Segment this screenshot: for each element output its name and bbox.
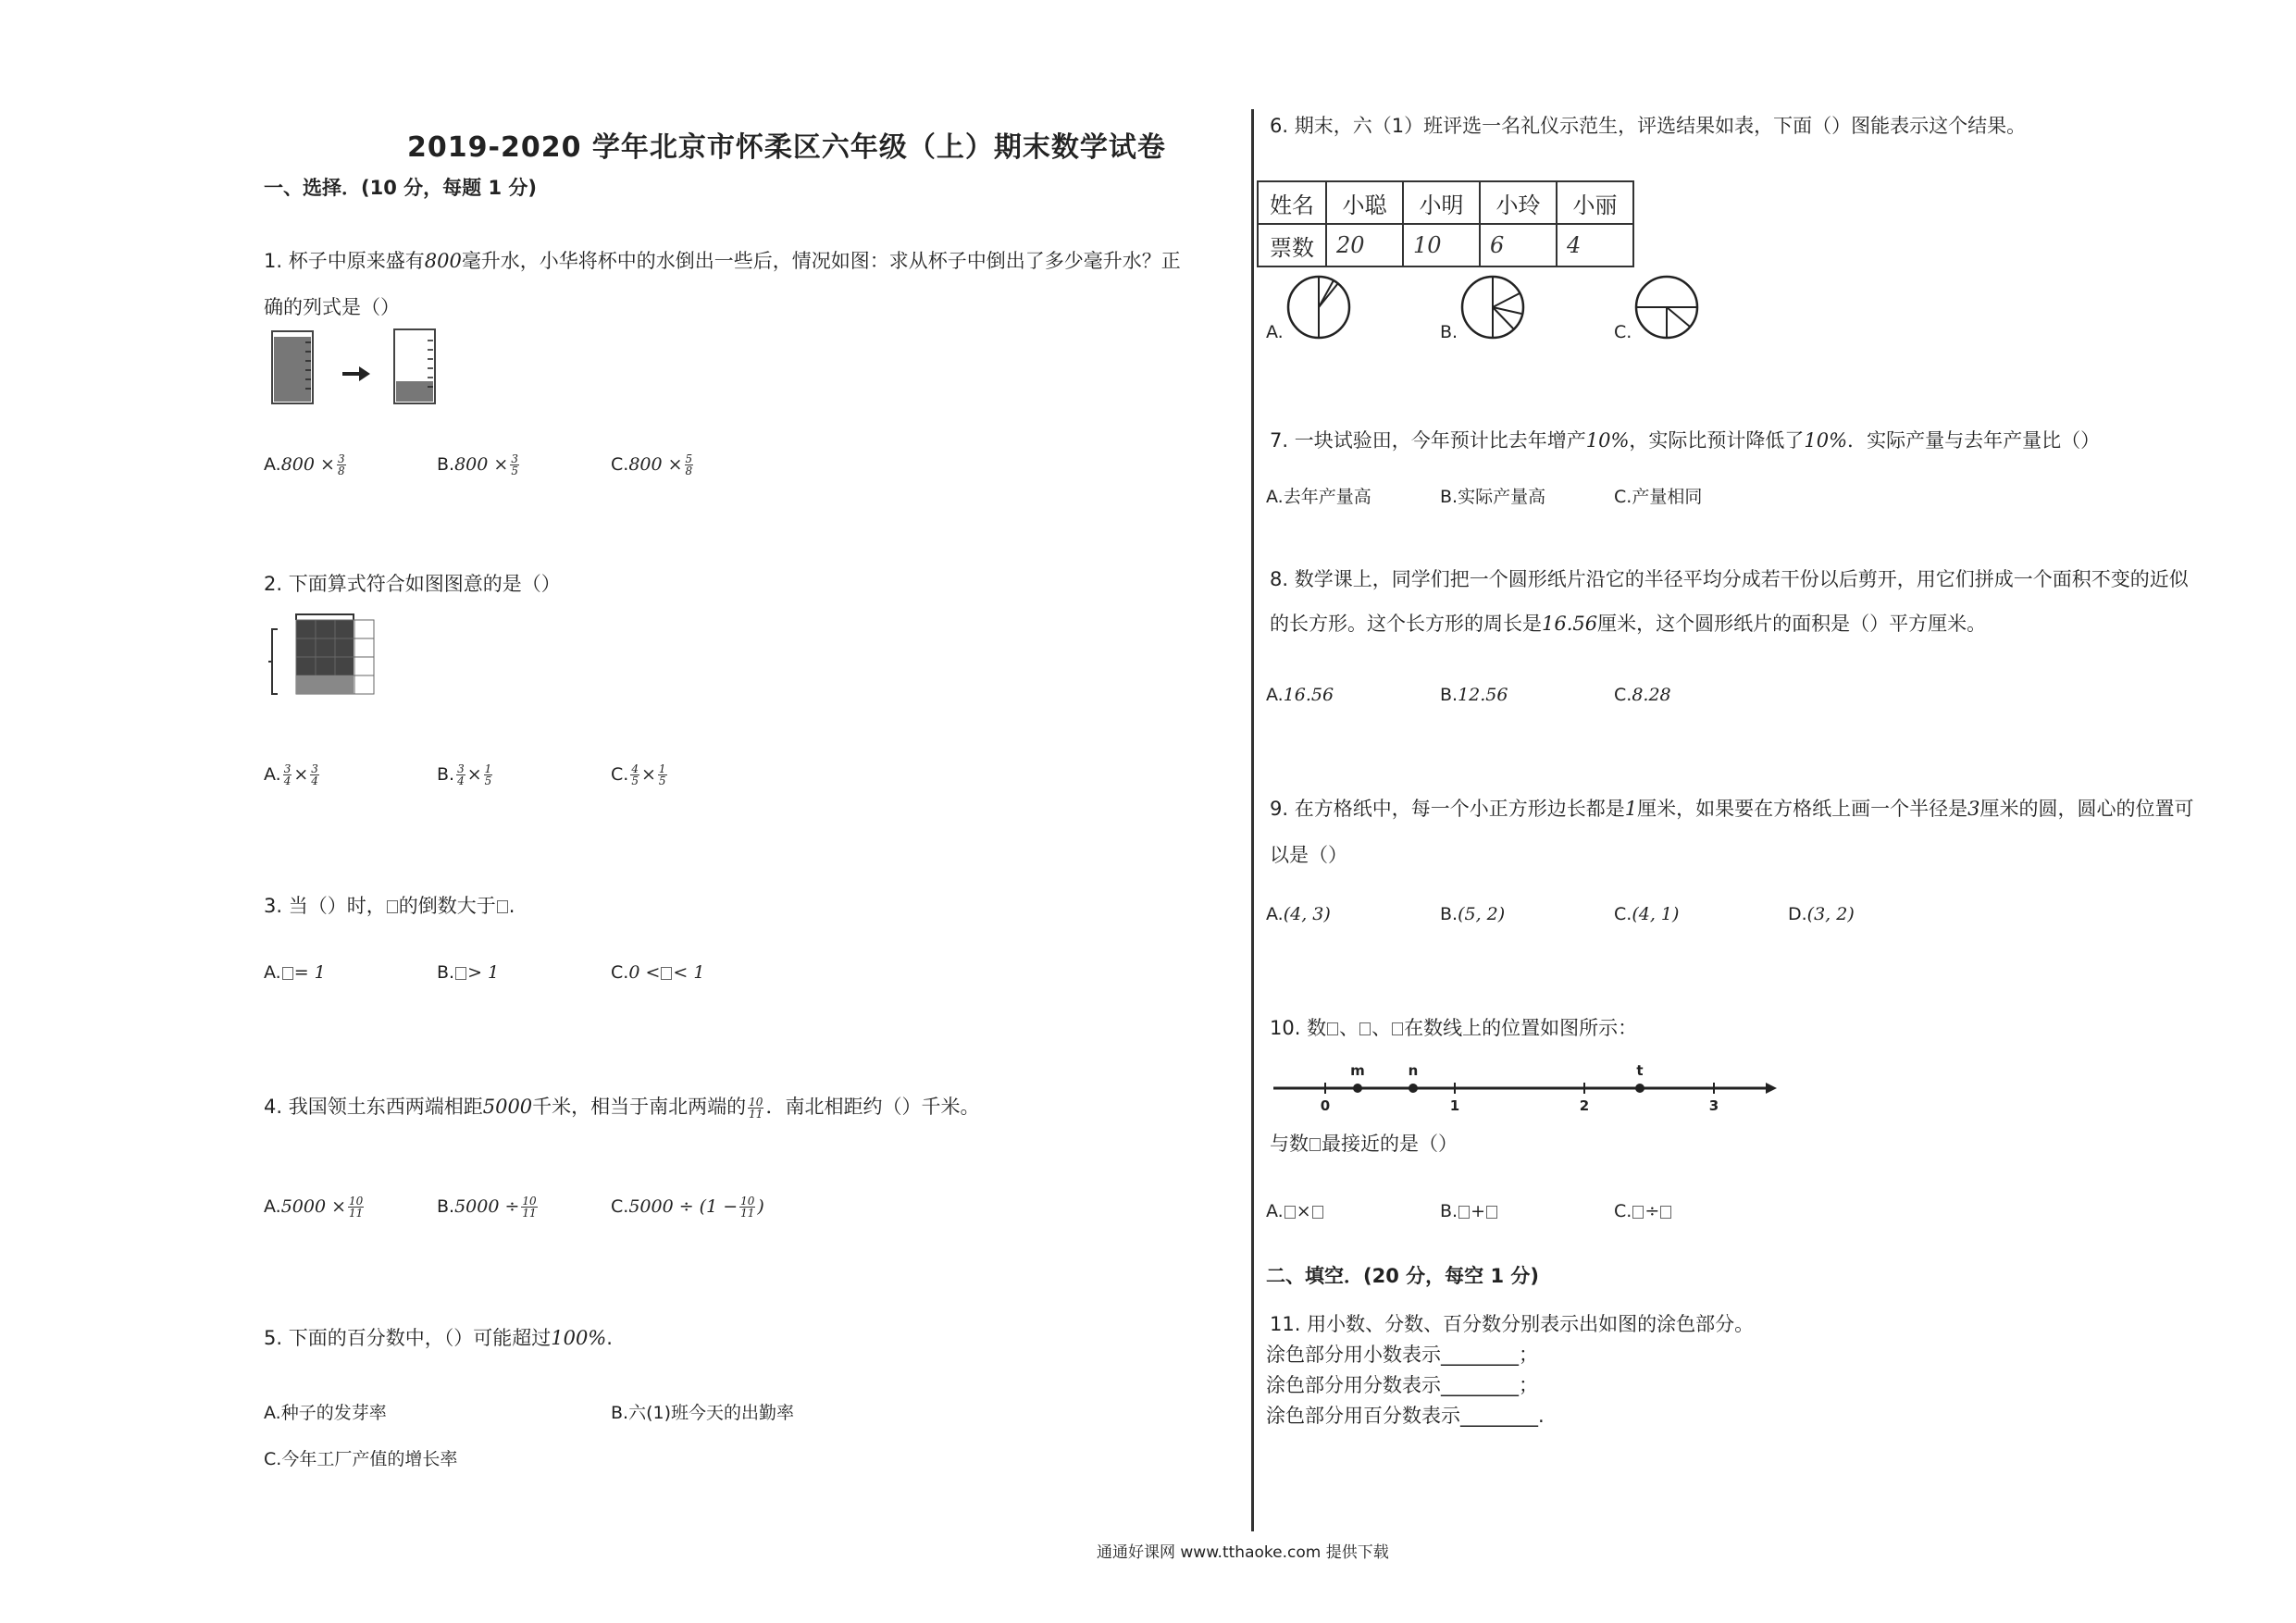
q9-text-cont2: 厘米的圆，圆心的位置可 <box>1980 798 2194 820</box>
denominator: 11 <box>349 1207 364 1220</box>
placeholder-box <box>1392 1022 1403 1035</box>
q1-option-c[interactable] <box>611 453 695 477</box>
placeholder-box <box>1309 1138 1321 1151</box>
option-label: B. <box>1440 685 1458 705</box>
pie-chart-a-icon <box>1285 273 1353 341</box>
separator: 、 <box>1339 1017 1359 1039</box>
beaker-partial-icon <box>394 329 435 403</box>
option-label: C. <box>264 1449 282 1469</box>
q3-text-end: . <box>508 895 515 917</box>
numerator: 10 <box>749 1095 763 1109</box>
option-label: B. <box>611 1403 629 1423</box>
option-label: A. <box>1266 1201 1284 1221</box>
q8-text-end: 厘米，这个圆形纸片的面积是（）平方厘米。 <box>1597 613 1987 635</box>
question-9-line2: 以是（） <box>1270 844 1347 866</box>
option-label: B. <box>437 1196 455 1217</box>
q9-option-c[interactable] <box>1614 904 1679 924</box>
section-1-heading: 一、选择．(10 分，每题 1 分) <box>264 177 537 199</box>
q8-option-b[interactable] <box>1440 685 1508 705</box>
numerator: 3 <box>511 452 518 465</box>
table-header-cell: 小丽 <box>1557 181 1633 224</box>
beaker-figure <box>268 324 444 407</box>
numerator: 3 <box>311 762 318 775</box>
q4-option-a[interactable] <box>264 1196 366 1219</box>
numerator: 1 <box>658 762 666 775</box>
placeholder-box <box>1458 1206 1470 1219</box>
q10-option-a[interactable] <box>1266 1201 1324 1221</box>
section-2-heading: 二、填空．(20 分，每空 1 分) <box>1266 1265 1539 1287</box>
fraction <box>685 453 694 477</box>
option-label: B. <box>437 962 455 983</box>
q10-text: 与数 <box>1270 1133 1309 1155</box>
q1-text-line2: 确的列式是（） <box>264 296 400 318</box>
q2-option-a[interactable] <box>264 763 321 787</box>
q9-option-b[interactable] <box>1440 904 1505 924</box>
fraction <box>456 763 465 787</box>
q3-text: 3. 当（）时， <box>264 895 386 917</box>
q7-option-c[interactable] <box>1614 483 1702 508</box>
denominator: 5 <box>658 774 666 787</box>
q7-percent: 10% <box>1804 429 1848 452</box>
question-8: 8. 数学课上，同学们把一个圆形纸片沿它的半径平均分成若干份以后剪开，用它们拼成一个面积不变的近似 <box>1270 568 2189 590</box>
q10-text: 10. 数 <box>1270 1017 1327 1039</box>
q11-blank-percent[interactable]: 涂色部分用百分数表示________. <box>1266 1405 1545 1427</box>
q1-option-a[interactable] <box>264 453 348 477</box>
option-label: B. <box>1440 904 1458 924</box>
option-label: C. <box>1614 904 1632 924</box>
fraction <box>484 763 493 787</box>
option-label: A. <box>1266 322 1284 342</box>
placeholder-box <box>1312 1206 1323 1219</box>
option-expr: 800 × <box>454 454 509 475</box>
q8-option-c[interactable] <box>1614 685 1671 705</box>
q10-option-c[interactable] <box>1614 1201 1672 1221</box>
q4-option-c[interactable] <box>611 1196 764 1219</box>
column-divider <box>1251 109 1254 1531</box>
denominator: 11 <box>740 1207 755 1220</box>
q11-blank-fraction[interactable]: 涂色部分用分数表示________； <box>1266 1374 1538 1396</box>
q3-option-c[interactable] <box>611 962 704 983</box>
q2-option-c[interactable] <box>611 763 669 787</box>
option-text: 实际产量高 <box>1458 487 1546 507</box>
q10-text-end: 最接近的是（） <box>1322 1133 1458 1155</box>
numerator: 5 <box>685 452 693 465</box>
q5-option-c[interactable] <box>264 1445 457 1470</box>
q6-option-a[interactable] <box>1266 322 1284 342</box>
option-label: A. <box>1266 904 1284 924</box>
option-label: A. <box>264 1403 281 1423</box>
numerator: 3 <box>283 762 292 775</box>
q9-option-a[interactable] <box>1266 904 1331 924</box>
fraction <box>310 763 319 787</box>
option-label: C. <box>1614 1201 1632 1221</box>
option-expr: 0 < <box>628 962 661 983</box>
tick-label: 2 <box>1579 1097 1590 1114</box>
placeholder-box <box>282 967 293 980</box>
pie-chart-b-icon <box>1458 273 1527 341</box>
q3-option-b[interactable] <box>437 962 499 983</box>
table-cell: 20 <box>1326 224 1403 266</box>
separator: 、 <box>1371 1017 1392 1039</box>
numerator: 10 <box>349 1195 364 1208</box>
q4-option-b[interactable] <box>437 1196 540 1219</box>
q9-number: 3 <box>1967 798 1980 820</box>
q7-text-end: ．实际产量与去年产量比（） <box>1847 429 2101 452</box>
question-3 <box>264 884 515 928</box>
q8-text: 的长方形。这个长方形的周长是 <box>1270 613 1542 635</box>
point-n <box>1409 1084 1418 1093</box>
option-expr: 5000 ÷ <box>454 1196 520 1217</box>
option-label: B. <box>1440 322 1458 342</box>
placeholder-box <box>1285 1206 1296 1219</box>
q5-text: 5. 下面的百分数中，（）可能超过 <box>264 1327 552 1349</box>
q10-text-cont: 在数线上的位置如图所示： <box>1404 1017 1638 1039</box>
option-value: 8.28 <box>1632 685 1671 705</box>
placeholder-box <box>1660 1206 1671 1219</box>
q9-text: 9. 在方格纸中，每一个小正方形边长都是 <box>1270 798 1625 820</box>
table-row <box>1258 224 1633 266</box>
placeholder-box <box>1359 1022 1371 1035</box>
q10-option-b[interactable] <box>1440 1201 1498 1221</box>
q4-number: 5000 <box>482 1096 533 1118</box>
beaker-full-icon <box>272 331 313 403</box>
fraction <box>337 453 346 477</box>
q9-text-cont: 厘米，如果要在方格纸上画一个半径是 <box>1637 798 1968 820</box>
placeholder-box <box>661 967 672 980</box>
option-label: A. <box>264 962 281 983</box>
table-cell: 10 <box>1403 224 1480 266</box>
tick-label: 0 <box>1320 1097 1331 1114</box>
option-expr: 800 × <box>628 454 683 475</box>
fraction <box>748 1096 763 1120</box>
q1-text: 1. 杯子中原来盛有 <box>264 250 425 272</box>
q1-text-cont: 毫升水，小华将杯中的水倒出一些后，情况如图：求从杯子中倒出了多少毫升水？正 <box>461 250 1181 272</box>
placeholder-box <box>1632 1206 1644 1219</box>
question-5 <box>264 1316 613 1360</box>
number-line-figure <box>1270 1055 1788 1120</box>
q9-option-d[interactable] <box>1788 904 1855 924</box>
denominator: 5 <box>631 774 639 787</box>
q3-text-cont: 的倒数大于 <box>398 895 496 917</box>
option-expr: 5000 ÷ (1 − <box>628 1196 738 1217</box>
question-1 <box>264 239 1181 283</box>
option-expr: 800 × <box>280 454 335 475</box>
footer-text: 通通好课网 www.tthaoke.com 提供下载 <box>1097 1543 1389 1562</box>
table-header-cell: 小玲 <box>1480 181 1557 224</box>
denominator: 11 <box>522 1207 537 1220</box>
option-text: 产量相同 <box>1632 487 1703 507</box>
fraction <box>348 1196 364 1219</box>
question-10 <box>1270 1006 1637 1050</box>
fraction <box>510 453 519 477</box>
operator: ÷ <box>1644 1201 1660 1221</box>
q1-option-b[interactable] <box>437 453 521 477</box>
denominator: 5 <box>511 465 518 477</box>
question-9 <box>1270 787 2193 831</box>
fraction <box>658 763 667 787</box>
point-label: t <box>1636 1062 1644 1079</box>
table-header-cell: 姓名 <box>1258 181 1326 224</box>
q7-percent: 10% <box>1585 429 1630 452</box>
option-value: (3, 2) <box>1806 904 1855 924</box>
placeholder-box <box>1486 1206 1497 1219</box>
option-label: A. <box>1266 685 1284 705</box>
arrow-right-icon <box>342 366 370 381</box>
fraction <box>739 1196 755 1219</box>
q4-text-end: ．南北相距约（）千米。 <box>765 1096 980 1118</box>
point-m <box>1353 1084 1362 1093</box>
placeholder-box <box>387 900 398 913</box>
question-6: 6. 期末，六（1）班评选一名礼仪示范生，评选结果如表，下面（）图能表示这个结果。 <box>1270 115 2027 137</box>
option-label: C. <box>1614 685 1632 705</box>
pie-chart-c-icon <box>1632 273 1701 341</box>
q7-text: 7. 一块试验田，今年预计比去年增产 <box>1270 429 1586 452</box>
numerator: 1 <box>484 762 492 775</box>
numerator: 3 <box>337 452 345 465</box>
tick-label: 1 <box>1449 1097 1460 1114</box>
q2-option-b[interactable] <box>437 763 494 787</box>
option-value: (5, 2) <box>1458 904 1506 924</box>
q5-text-end: . <box>606 1327 613 1349</box>
q4-text: 4. 我国领土东西两端相距 <box>264 1096 483 1118</box>
operator: × <box>1296 1201 1311 1221</box>
table-cell: 4 <box>1557 224 1633 266</box>
placeholder-box <box>1327 1022 1338 1035</box>
grid-figure <box>268 611 379 708</box>
placeholder-box <box>455 967 466 980</box>
q11-blank-decimal[interactable]: 涂色部分用小数表示________； <box>1266 1344 1538 1366</box>
q7-option-a[interactable] <box>1266 483 1371 508</box>
table-header-cell: 小明 <box>1403 181 1480 224</box>
numerator: 4 <box>631 762 639 775</box>
operator: × <box>640 764 656 785</box>
question-7 <box>1270 418 2100 463</box>
option-label: C. <box>1614 487 1632 507</box>
denominator: 4 <box>283 774 292 787</box>
option-expr-tail: ) <box>757 1196 764 1217</box>
page-title: 2019-2020 学年北京市怀柔区六年级（上）期末数学试卷 <box>407 131 1166 164</box>
operator: × <box>293 764 309 785</box>
point-label: m <box>1350 1062 1365 1079</box>
numerator: 3 <box>457 762 465 775</box>
q7-option-b[interactable] <box>1440 483 1545 508</box>
option-text: 六(1)班今天的出勤率 <box>628 1403 794 1423</box>
option-label: B. <box>1440 1201 1458 1221</box>
numerator: 10 <box>740 1195 755 1208</box>
numerator: 10 <box>522 1195 537 1208</box>
option-expr: < 1 <box>673 962 705 983</box>
q6-option-b[interactable] <box>1440 322 1458 342</box>
option-label: A. <box>1266 487 1284 507</box>
option-label: C. <box>611 764 629 785</box>
denominator: 4 <box>311 774 318 787</box>
tick-label: 3 <box>1708 1097 1719 1114</box>
q5-option-b[interactable] <box>611 1399 794 1424</box>
table-row-label: 票数 <box>1258 224 1326 266</box>
placeholder-box <box>497 900 508 913</box>
option-text: 种子的发芽率 <box>280 1403 387 1423</box>
option-value: 12.56 <box>1458 685 1508 705</box>
q5-percent: 100% <box>551 1327 607 1349</box>
option-label: B. <box>437 454 455 475</box>
option-value: 16.56 <box>1283 685 1334 705</box>
option-label: D. <box>1788 904 1807 924</box>
denominator: 5 <box>484 774 492 787</box>
q4-text-cont: 千米，相当于南北两端的 <box>532 1096 747 1118</box>
option-label: C. <box>611 454 629 475</box>
option-expr: 5000 × <box>280 1196 347 1217</box>
denominator: 8 <box>337 465 345 477</box>
option-value: (4, 3) <box>1283 904 1331 924</box>
denominator: 4 <box>457 774 465 787</box>
option-label: C. <box>611 1196 629 1217</box>
point-t <box>1635 1084 1644 1093</box>
option-expr: = 1 <box>293 962 326 983</box>
q5-option-a[interactable] <box>264 1399 387 1424</box>
option-label: B. <box>437 764 455 785</box>
q8-option-a[interactable] <box>1266 685 1334 705</box>
votes-table <box>1257 180 1634 267</box>
question-8-line2 <box>1270 601 1986 646</box>
option-label: C. <box>611 962 629 983</box>
question-2: 2. 下面算式符合如图图意的是（） <box>264 573 561 595</box>
question-11: 11. 用小数、分数、百分数分别表示出如图的涂色部分。 <box>1270 1313 1755 1335</box>
q1-number: 800 <box>424 250 462 272</box>
operator: + <box>1471 1201 1485 1221</box>
option-label: A. <box>264 454 281 475</box>
option-label: A. <box>264 1196 281 1217</box>
q8-number: 16.56 <box>1542 613 1598 635</box>
option-label: B. <box>1440 487 1458 507</box>
denominator: 8 <box>685 465 693 477</box>
option-expr: > 1 <box>467 962 500 983</box>
question-10-line2 <box>1270 1121 1458 1166</box>
fraction <box>283 763 292 787</box>
table-row <box>1258 181 1633 224</box>
q6-option-c[interactable] <box>1614 322 1632 342</box>
option-text: 去年产量高 <box>1283 487 1371 507</box>
denominator: 11 <box>749 1107 763 1121</box>
fraction <box>630 763 639 787</box>
option-label: A. <box>264 764 281 785</box>
table-cell: 6 <box>1480 224 1557 266</box>
fraction <box>521 1196 537 1219</box>
operator: × <box>466 764 482 785</box>
q3-option-a[interactable] <box>264 962 326 983</box>
option-text: 今年工厂产值的增长率 <box>281 1449 458 1469</box>
option-value: (4, 1) <box>1632 904 1680 924</box>
question-4 <box>264 1084 979 1129</box>
q9-number: 1 <box>1624 798 1638 820</box>
table-header-cell: 小聪 <box>1326 181 1403 224</box>
option-label: C. <box>1614 322 1632 342</box>
point-label: n <box>1408 1062 1419 1079</box>
q7-text-cont: ，实际比预计降低了 <box>1629 429 1805 452</box>
